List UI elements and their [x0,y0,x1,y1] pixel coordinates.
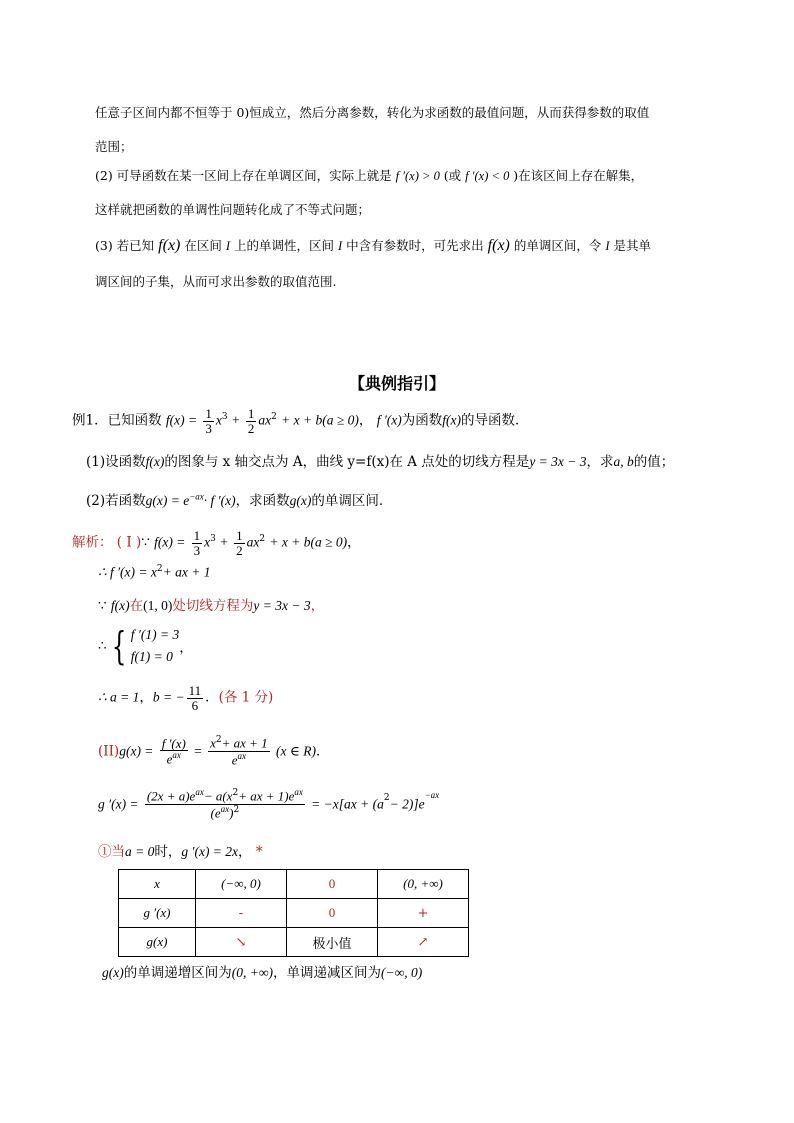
fraction-one-half: $\frac{1}{2}$ [247,406,255,436]
s8-text: 时， [154,844,182,860]
intro-p3-text-f: 是其单 [613,238,652,253]
s3-text-a: 在 [129,598,144,614]
intro-p3-text-d: 中含有参数时，可先求出 [346,238,484,253]
s6-fraction-1: $\frac{f '(x)}{e^{ax}}$ [161,735,186,767]
s6-den-1: e [166,751,173,767]
intro-line-2: 范围； [95,139,133,154]
q2-g-def: g(x) = e [145,493,190,508]
s7-result: = −x[ax + (a [311,796,384,812]
table-cell: - [196,899,287,928]
solution-label: 解析： [72,534,113,551]
s2-rest: + ax + 1 [162,564,211,580]
intro-p2-math-2: f ′(x) < 0 [465,169,510,183]
s1-x: x [204,534,211,550]
s3-fx: f(x) [110,598,130,613]
q2-text-c: 的单调区间． [311,493,393,509]
q1-ab: a, b [613,454,634,469]
intro-p2-text-b: (或 [443,168,462,183]
s7-den: (e [210,805,221,821]
intro-p3-interval-1: I [225,239,231,253]
q1-fx: f(x) [145,454,165,469]
s6-num-1: f ′(x) [161,735,186,751]
table-row [119,870,469,899]
s5-sep: ， [139,689,153,706]
table-row [119,928,469,957]
solution-step-5 [98,684,273,712]
s6-num-2: x [210,735,216,751]
decreasing-arrow-icon: ↘ [196,928,287,957]
solution-step-4 [98,624,193,668]
s3-point: (1, 0) [143,598,173,613]
conclusion-gx: g(x) [102,965,124,980]
table-cell: g ′(x) [119,899,196,928]
intro-p3-math-fx: f(x) [158,237,181,254]
s1-fraction-one-half: $\frac{1}{2}$ [236,528,243,558]
system-eq-1: f ′(1) = 3 [130,627,180,642]
s7-fraction: $\frac{(2x + a)e^{ax}- a(x^2+ ax + 1)e^{ax}}{(e^{ax})^2}$ [146,787,303,821]
q2-text-b: ，求函数 [235,493,290,509]
s3-text-b: 处切线方程为 [172,598,254,614]
example-mid-text: 为函数 [401,412,443,429]
example-statement: 例1．已知函数 f(x) = $\frac{1}{3}$ $x^3$ + $\frac{1}{2}$ $ax^2 + x + b(a \ge 0)$， f ′(x)为函数f(x)的导函数． [72,406,529,436]
example-term-ax: ax [258,412,272,428]
intro-p3-text-c: 上的单调性，区间 [234,238,335,253]
system-eq-2: f(1) = 0 [130,649,173,664]
increasing-interval: (0, +∞) [231,965,273,980]
intro-point-2 [95,166,643,184]
s5-fraction [187,684,204,712]
s6-den-2: e [231,752,238,768]
conclusion-text-d: ，单调递减区间为 [272,965,381,981]
q1-text-c: ，求 [586,454,614,470]
q2-gx: g(x) [289,493,312,508]
example-comma: ， [358,412,373,429]
intro-point-3 [95,236,651,255]
s3-because: ∵ [98,598,107,614]
example-func-lhs: f(x) = [165,412,198,428]
s1-rest: + x + b(a ≥ 0) [269,534,348,550]
solution-step-3 [98,594,324,614]
section-heading: 【典例指引】 [348,374,445,393]
s6-num-2b: + ax + 1 [221,735,268,751]
s7-exponent: −ax [424,789,440,800]
intro-p2-text-c: )在该区间上存在解集， [513,168,644,183]
table-cell: 极小值 [287,928,378,957]
q2-exponent: −ax [189,491,204,502]
s3-tangent-eq: y = 3x − 3 [253,598,311,613]
example-question-2 [86,489,392,509]
example-func-tail: + x + b(a ≥ 0) [281,412,359,428]
s7-num-c: + ax + 1)e [238,788,295,804]
q1-tangent-eq: y = 3x − 3 [529,454,587,469]
intro-p2-text-a: (2) 可导函数在某一区间上存在单调区间，实际上就是 [95,168,392,183]
intro-line-1: 任意子区间内都不恒等于 0)恒成立，然后分离参数，转化为求函数的最值问题，从而获得参数的取值 [95,105,650,120]
s6-dot: ． [315,743,330,760]
sign-table [118,869,469,957]
s3-comma: ， [310,598,325,614]
q1-text-a: (1)设函数 [86,454,146,470]
s4-comma: ， [179,640,193,656]
example-label: 例1．已知函数 [72,412,162,429]
s1-func: f(x) = [154,534,186,550]
table-row [119,899,469,928]
solution-step-7: g ′(x) = $\frac{(2x + a)e^{ax}- a(x^2+ ax + 1)e^{ax}}{(e^{ax})^2}$ = $-x[ax + (a^2- 2)]e^{-ax}$ [98,787,440,821]
table-cell: 0 [287,870,378,899]
solution-step-2: ∴ f $'(x) = x^2+$ ax + 1 [98,564,211,580]
intro-p3-math-fx-2: f(x) [487,237,510,254]
system-brace: { [111,624,126,668]
intro-p3-text-e: 的单调区间，令 [513,238,602,253]
case-one-label: ①当 [98,844,125,860]
intro-p3-text-b: 在区间 [184,238,222,253]
star-mark: * [255,844,263,860]
table-cell: (−∞, 0) [196,870,287,899]
s1-fraction-one-third: $\frac{1}{3}$ [193,528,201,558]
solution-step-8 [98,840,263,860]
table-cell: + [378,899,469,928]
s6-equals: = [194,743,202,759]
s7-result-b: − 2)]e [389,796,425,812]
s1-ax: ax [246,534,260,550]
s7-num-b: − a(x [203,788,233,804]
table-cell: x [119,870,196,899]
intro-p2-line-2: 这样就把函数的单调性问题转化成了不等式问题； [95,202,371,217]
intro-p3-text-a: (3) 若已知 [95,238,155,253]
part-two-label: (II) [98,743,120,760]
example-term-x: x [215,412,222,428]
s5-dot: ． [205,689,219,706]
example-fx: f(x) [442,412,461,428]
part-one-label: ( I ) [116,534,142,551]
s8-g-prime: g ′(x) = 2x [181,844,239,859]
s5-b-value: b = − [152,689,185,705]
s6-g: g(x) = [119,743,154,759]
q2-g-def-2: · f ′(x) [203,493,236,508]
conclusion-text-b: 的单调递增区间为 [123,965,232,981]
example-tail-text: 的导函数． [460,412,529,429]
increasing-arrow-icon: ↗ [378,928,469,957]
intro-p3-line-2: 调区间的子集，从而可求出参数的取值范围. [95,274,337,289]
because-symbol: ∵ [141,534,150,551]
example-f-prime: f ′(x) [376,412,402,428]
s5-a-value: ∴ a = 1 [98,689,140,705]
intro-p3-interval-2: I [338,239,343,253]
q1-text-b: 的图象与 x 轴交点为 A，曲线 y=f(x)在 A 点处的切线方程是 [164,454,530,470]
s6-fraction-2: $\frac{x^2+ ax + 1}{e^{ax}}$ [210,735,268,768]
s7-g-prime: g ′(x) = [98,796,139,812]
therefore-symbol: ∴ [98,638,107,654]
s8-comma: ， [238,844,252,860]
s5-numerator: 11 [188,683,202,698]
s5-denominator: 6 [191,697,199,713]
s6-domain: (x ∈ R) [275,743,316,759]
table-cell: 0 [287,899,378,928]
s7-num-a: (2x + a)e [146,788,196,804]
decreasing-interval: (−∞, 0) [380,965,423,980]
q2-text-a: (2)若函数 [86,493,146,509]
example-question-1 [86,450,674,470]
case-one-cond: a = 0 [125,844,155,859]
equation-system [131,624,179,668]
fraction-one-third: $\frac{1}{3}$ [205,406,212,436]
table-cell: g(x) [119,928,196,957]
s1-plus: + [220,534,228,550]
q1-text-d: 的值； [633,454,675,470]
score-note: (各 1 分) [218,689,274,706]
s1-comma: ， [347,534,361,551]
example-plus: + [231,412,240,428]
solution-step-1: 解析： ( I )∵ f(x) = $\frac{1}{3}$ $x^3$ + $\frac{1}{2}$ $ax^2 + x + b(a \ge 0)$， [72,528,361,558]
table-cell: (0, +∞) [378,870,469,899]
intro-p2-math-1: f ′(x) > 0 [395,169,440,183]
solution-step-6 [98,736,329,768]
s2-derivative: ∴ f ′(x) = x [98,564,157,580]
solution-conclusion [102,961,422,981]
s7-den-b: ) [229,805,234,821]
intro-p3-interval-3: I [605,239,610,253]
